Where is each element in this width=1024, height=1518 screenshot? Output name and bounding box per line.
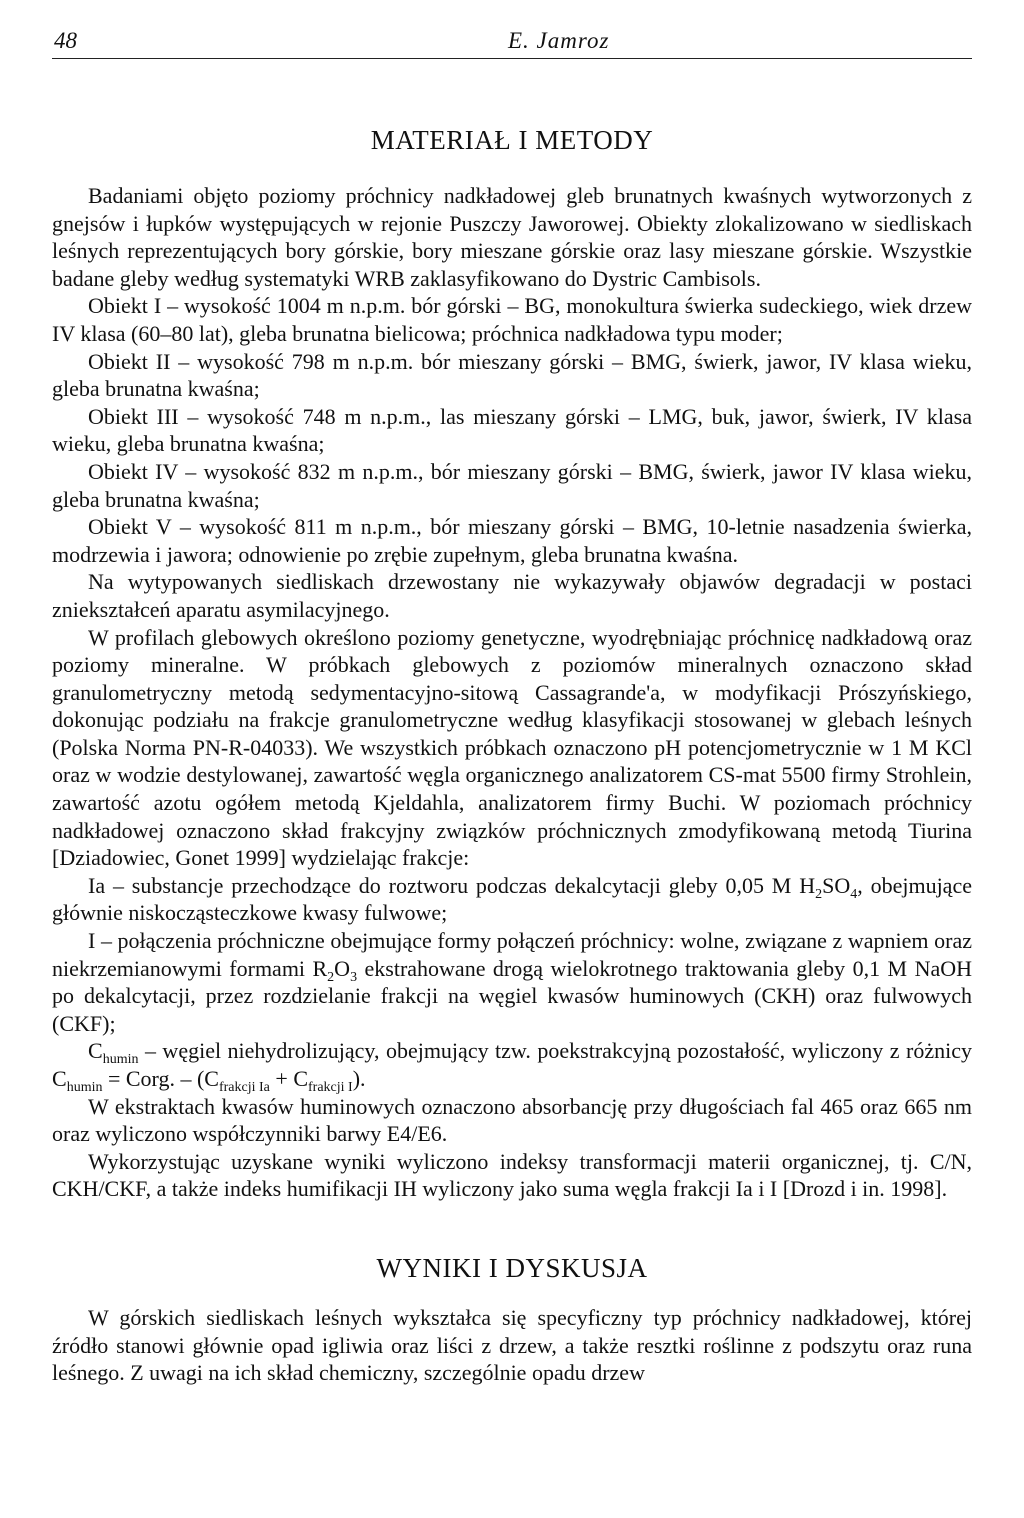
running-author: E. Jamroz	[508, 28, 610, 53]
paragraph-indices: Wykorzystując uzyskane wyniki wyliczono indeksy transformacji materii organicznej, tj. C/N, CKH/CKF, a także indeks humifikacji IH wyliczony jako suma węgla frakcji Ia i I [Drozd i in. 1998].	[52, 1148, 972, 1202]
paragraph-stands: Na wytypowanych siedliskach drzewostany nie wykazywały objawów degradacji w postaci zniekształceń aparatu asymilacyjnego.	[52, 569, 972, 622]
object-3-description: Obiekt III – wysokość 748 m n.p.m., las mieszany górski – LMG, buk, jawor, świerk, IV klasa wieku, gleba brunatna kwaśna;	[52, 403, 972, 457]
section-title-methods: MATERIAŁ I METODY	[370, 125, 654, 155]
object-2-description: Obiekt II – wysokość 798 m n.p.m. bór mieszany górski – BMG, świerk, jawor, IV klasa wieku, gleba brunatna kwaśna;	[52, 348, 972, 402]
running-header	[52, 22, 972, 59]
object-1-description: Obiekt I – wysokość 1004 m n.p.m. bór górski – BG, monokultura świerka sudeckiego, wiek drzew IV klasa (60–80 lat), gleba brunatna bielicowa; próchnica nadkładowa typu moder;	[52, 293, 972, 346]
chumin-definition: $C_{humin}$ – węgiel niehydrolizujący, obejmujący tzw. poekstrakcyjną pozostałość, wyliczony z różnicy $C_{humin}$ = Corg. – $(C_{frakcji Ia} + C_{frakcji I})$.	[52, 1038, 972, 1095]
fraction-ia-definition: Ia – substancje przechodzące do roztworu podczas dekalcytacji gleby 0,05 M $H_2SO_4$, obejmujące głównie niskocząsteczkowe kwasy fulwowe;	[52, 872, 972, 926]
fraction-i-definition: I – połączenia próchniczne obejmujące formy połączeń próchnicy: wolne, związane z wapniem oraz niekrzemianowymi formami $R_2O_3$ ekstrahowane drogą wielokrotnego traktowania gleby 0,1 M NaOH po dekalcytacji, przez rozdzielanie frakcji na węgiel kwasów huminowych (CKH) oraz fulwowych (CKF);	[52, 928, 973, 1036]
section-title-results: WYNIKI I DYSKUSJA	[376, 1252, 648, 1283]
object-5-description: Obiekt V – wysokość 811 m n.p.m., bór mieszany górski – BMG, 10-letnie nasadzenia świerka, modrzewia i jawora; odnowienie po zrębie zupełnym, gleba brunatna kwaśna.	[52, 514, 972, 567]
paragraph-absorbance: W ekstraktach kwasów huminowych oznaczono absorbancję przy długościach fal 465 oraz 665 nm oraz wyliczono współczynniki barwy E4/E6.	[52, 1093, 972, 1147]
page-number: 48	[54, 28, 77, 53]
paragraph-results: W górskich siedliskach leśnych wykształca się specyficzny typ próchnicy nadkładowej, której źródło stanowi głównie opad igliwia oraz liści z drzew, a także resztki roślinne z podszytu oraz runa leśnego. Z uwagi na ich skład chemiczny, szczególnie opadu drzew	[52, 1304, 972, 1386]
paragraph-methods: W profilach glebowych określono poziomy genetyczne, wyodrębniając próchnicę nadkładową oraz poziomy mineralne. W próbkach glebowych z poziomów mineralnych oznaczono skład granulometryczny metodą sedymentacyjno-sitową Cassagrande'a, w modyfikacji Prószyńskiego, dokonując podziału na frakcje granulometryczne według klasyfikacji stosowanej w glebach leśnych (Polska Norma PN-R-04033). We wszystkich próbkach oznaczono pH potencjometrycznie w 1 M KCl oraz w wodzie destylowanej, zawartość węgla organicznego analizatorem CS-mat 5500 firmy Strohlein, zawartość azotu ogółem metodą Kjeldahla, analizatorem firmy Buchi. W poziomach próchnicy nadkładowej oznaczono skład frakcyjny związków próchnicznych zmodyfikowaną metodą Tiurina [Dziadowiec, Gonet 1999] wydzielając frakcje:	[52, 624, 972, 871]
paragraph-intro: Badaniami objęto poziomy próchnicy nadkładowej gleb brunatnych kwaśnych wytworzonych z gnejsów i łupków występujących w rejonie Puszczy Jaworowej. Obiekty zlokalizowano w siedliskach leśnych reprezentujących bory górskie, bory mieszane górskie oraz lasy mieszane górskie. Wszystkie badane gleby według systematyki WRB zaklasyfikowano do Dystric Cambisols.	[52, 183, 972, 291]
page	[52, 22, 972, 1387]
object-4-description: Obiekt IV – wysokość 832 m n.p.m., bór mieszany górski – BMG, świerk, jawor IV klasa wieku, gleba brunatna kwaśna;	[52, 458, 972, 512]
